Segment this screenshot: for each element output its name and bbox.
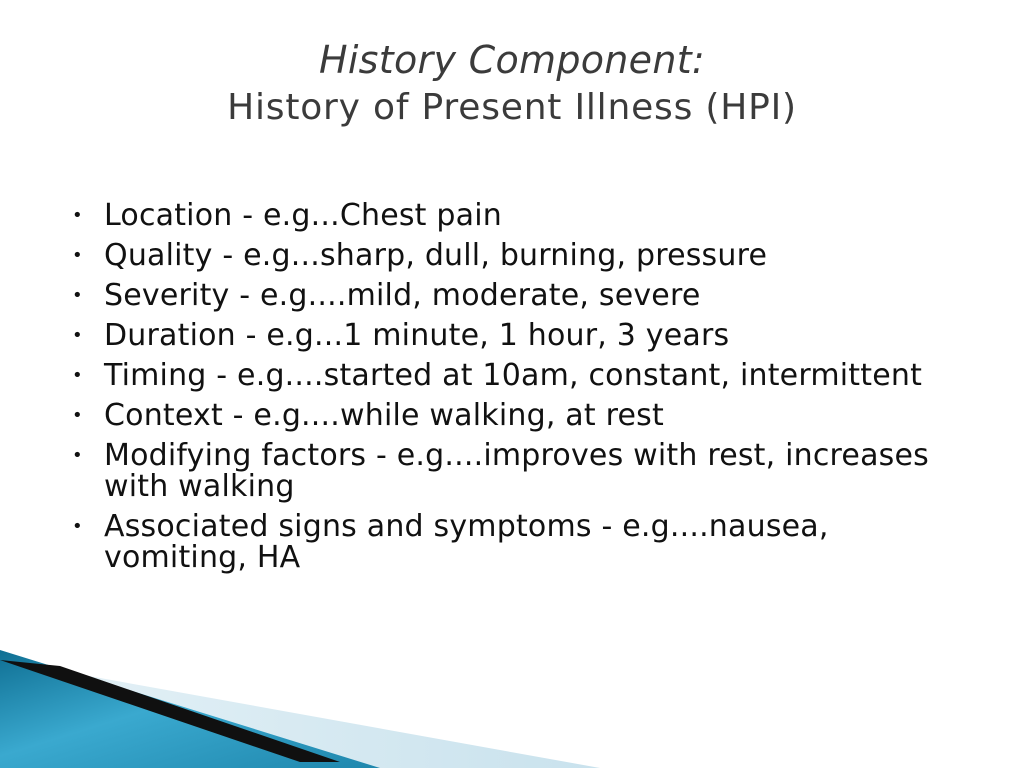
title-line-1: History Component: [318,38,706,82]
bullet-text: Duration - e.g...1 minute, 1 hour, 3 years [104,318,730,353]
list-item [72,360,972,391]
bullet-text: Severity - e.g....mild, moderate, severe [104,278,701,313]
list-item [72,400,972,431]
bullet-text: Context - e.g....while walking, at rest [104,398,664,433]
bullet-text: Associated signs and symptoms - e.g....nausea, vomiting, HA [104,509,829,575]
list-item [72,240,972,271]
bullet-text: Quality - e.g...sharp, dull, burning, pressure [104,238,768,273]
list-item [72,200,972,231]
list-item [72,280,972,311]
bullet-text: Timing - e.g....started at 10am, constant, intermittent [104,358,923,393]
bullet-icon: • [72,205,83,226]
bullet-icon: • [72,405,83,426]
bullet-icon: • [72,516,83,537]
bullet-icon: • [72,285,83,306]
bullet-list [72,200,972,582]
bullet-text: Location - e.g...Chest pain [104,198,502,233]
bullet-icon: • [72,245,83,266]
list-item [72,320,972,351]
slide-title [0,36,1024,132]
list-item [72,440,972,502]
list-item [72,511,972,573]
title-line-2: History of Present Illness (HPI) [227,87,797,128]
bullet-icon: • [72,325,83,346]
bullet-icon: • [72,365,83,386]
bullet-icon: • [72,445,83,466]
bullet-text: Modifying factors - e.g....improves with rest, increases with walking [104,438,929,504]
corner-swoosh-decoration [0,638,1024,768]
